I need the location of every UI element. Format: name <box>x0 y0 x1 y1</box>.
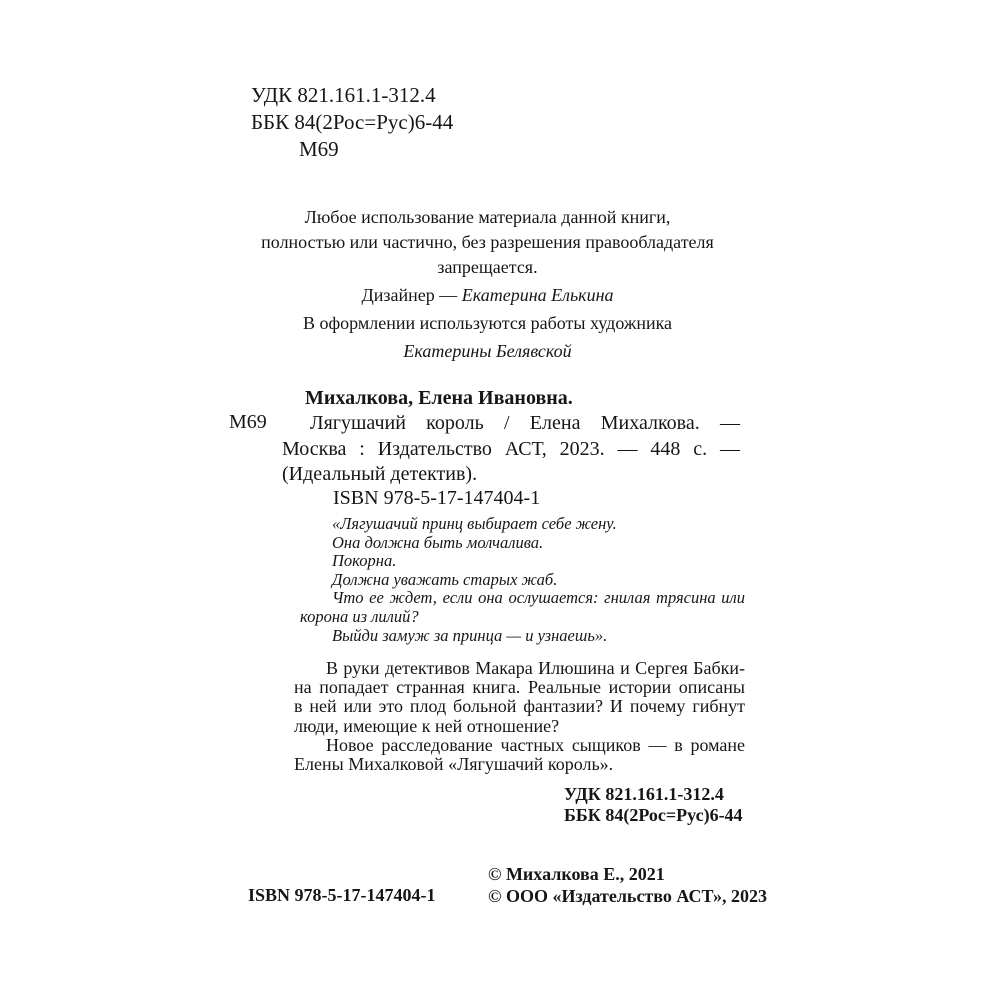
quote-line: «Лягушачий принц выбирает себе жену. <box>332 514 617 533</box>
disclaimer-line: Любое использование материала данной книги, <box>304 207 671 227</box>
isbn-number: ISBN 978-5-17-147404-1 <box>333 487 541 509</box>
annotation-line: на попадает странная книга. Реальные истории описаны <box>294 677 745 698</box>
quote-line: Покорна. <box>332 551 397 571</box>
quote-line: Она должна быть молчалива. <box>332 532 544 552</box>
quote-line: Что ее ждет, если она ослушается: гнилая трясина или <box>332 588 745 608</box>
annotation-line: Новое расследование частных сыщиков — в романе <box>326 734 745 755</box>
bbk-code: ББК 84(2Рос=Рус)6-44 <box>251 110 454 134</box>
epigraph-quote <box>300 515 745 645</box>
disclaimer-line: полностью или частично, без разрешения правообладателя <box>261 232 714 252</box>
copyright-publisher: © ООО «Издательство АСТ», 2023 <box>488 886 768 906</box>
annotation-block <box>294 659 745 774</box>
bbk-code-bottom: ББК 84(2Рос=Рус)6-44 <box>564 805 743 825</box>
rights-disclaimer-block <box>235 205 740 364</box>
designer-name: Екатерина Елькина <box>461 285 614 305</box>
biblio-line: Лягушачий король / Елена Михалкова. — <box>310 412 740 435</box>
copyright-block <box>488 863 767 907</box>
disclaimer-line: запрещается. <box>437 257 538 277</box>
quote-line: корона из лилий? <box>300 606 419 626</box>
annotation-line: люди, имеющие к ней отношение? <box>294 715 560 736</box>
annotation-line: В руки детективов Макара Илюшина и Сергея Бабки- <box>326 658 745 678</box>
udk-code-bottom: УДК 821.161.1-312.4 <box>564 784 724 804</box>
top-catalog-codes <box>251 82 453 163</box>
bibliographic-record <box>282 386 740 487</box>
udk-code: УДК 821.161.1-312.4 <box>251 83 436 107</box>
biblio-line: Москва : Издательство АСТ, 2023. — 448 с. — <box>282 437 740 460</box>
quote-line: Выйди замуж за принца — и узнаешь». <box>332 625 608 645</box>
annotation-line: в ней или это плод больной фантазии? И почему гибнут <box>294 696 745 717</box>
author-sign-code: М69 <box>299 137 339 161</box>
designer-credit <box>235 283 740 308</box>
annotation-line: Елены Михалковой «Лягушачий король». <box>294 754 614 775</box>
designer-label: Дизайнер — <box>361 285 462 305</box>
margin-author-code: М69 <box>229 411 267 433</box>
bottom-catalog-codes <box>564 784 743 826</box>
artwork-credit-line: В оформлении используются работы художника <box>302 313 673 333</box>
artist-name: Екатерины Белявской <box>403 341 572 361</box>
book-author: Михалкова, Елена Ивановна. <box>305 387 573 409</box>
footer-isbn: ISBN 978-5-17-147404-1 <box>248 885 436 905</box>
biblio-line: (Идеальный детектив). <box>282 462 478 485</box>
copyright-author: © Михалкова Е., 2021 <box>488 864 665 884</box>
quote-line: Должна уважать старых жаб. <box>332 569 558 589</box>
